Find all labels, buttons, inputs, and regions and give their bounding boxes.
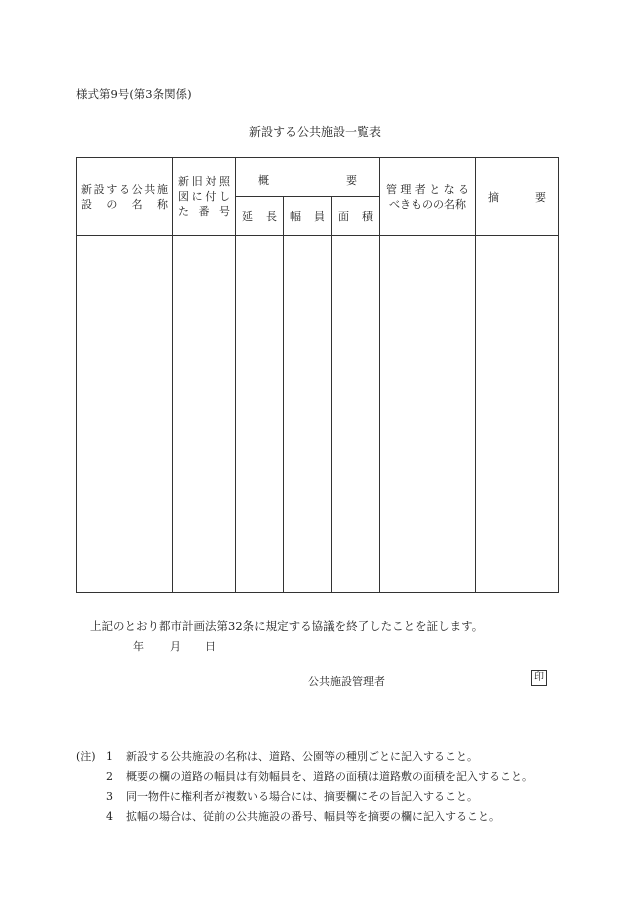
- table-cell: [332, 236, 380, 593]
- header-manager-name: [380, 158, 476, 236]
- note-item: [76, 786, 533, 806]
- header-char: 設: [93, 182, 105, 196]
- header-char: 要: [535, 190, 547, 204]
- table-cell: [476, 236, 559, 593]
- header-char: 対: [205, 175, 217, 188]
- header-char: 幅: [290, 210, 301, 223]
- note-number: 3: [106, 789, 113, 803]
- header-char: 要: [346, 174, 358, 187]
- header-area: [332, 197, 380, 236]
- document-title: 新設する公共施設一覧表: [248, 125, 381, 139]
- notes-head: (注): [76, 750, 96, 763]
- header-char: 新: [81, 182, 92, 196]
- header-char: 長: [266, 210, 277, 223]
- notes-section: [76, 746, 533, 826]
- seal-mark: 印: [531, 670, 547, 686]
- header-char: 付: [205, 190, 217, 203]
- header-char: な: [443, 182, 455, 196]
- header-char: 概: [258, 174, 269, 187]
- header-char: 公: [131, 182, 143, 196]
- header-map-number-line1: [176, 174, 232, 189]
- date-line: [133, 638, 216, 654]
- header-char: 共: [144, 182, 156, 196]
- date-month: 月: [170, 640, 181, 653]
- header-outline: [236, 158, 380, 197]
- table-cell: [236, 236, 284, 593]
- note-text: 同一物件に権利者が複数いる場合には、摘要欄にその旨記入すること。: [126, 790, 478, 803]
- date-year: 年: [133, 640, 144, 653]
- header-length: [236, 197, 284, 236]
- facility-manager-label: 公共施設管理者: [308, 675, 385, 688]
- header-char: 積: [362, 210, 374, 223]
- table-cell: [173, 236, 236, 593]
- header-char: す: [106, 182, 118, 196]
- header-char: 号: [219, 205, 230, 218]
- header-char: 照: [218, 175, 230, 188]
- header-char: し: [218, 190, 230, 203]
- header-char: の: [106, 197, 118, 211]
- header-char: に: [191, 190, 203, 203]
- header-width: [284, 197, 332, 236]
- note-item: [76, 806, 533, 826]
- note-text: 拡幅の場合は、従前の公共施設の番号、幅員等を摘要の欄に記入すること。: [126, 810, 500, 823]
- header-char: 新: [178, 175, 189, 188]
- header-map-number-line3: [176, 204, 232, 219]
- header-char: 面: [338, 210, 349, 223]
- form-number: 様式第9号(第3条関係): [76, 87, 192, 101]
- note-number: 1: [106, 749, 113, 763]
- note-number: 2: [106, 769, 113, 783]
- header-map-number-line2: [176, 189, 232, 204]
- header-char: 管: [386, 182, 398, 196]
- header-summary: [476, 158, 559, 236]
- header-char: 名: [131, 197, 143, 211]
- header-char: 摘: [488, 190, 500, 204]
- table-cell: [380, 236, 476, 593]
- header-facility-name-line1: [77, 182, 172, 197]
- header-manager-line2: べきものの名称: [389, 197, 467, 211]
- table-cell: [77, 236, 173, 593]
- note-text: 概要の欄の道路の幅員は有効幅員を、道路の面積は道路敷の面積を記入すること。: [126, 770, 533, 783]
- header-char: 図: [178, 190, 189, 203]
- facility-table: [76, 157, 559, 593]
- table-row-blank: [77, 236, 559, 593]
- note-number: 4: [106, 809, 113, 823]
- header-char: 者: [414, 182, 426, 196]
- header-manager-line1: [380, 182, 475, 197]
- note-item: [76, 766, 533, 786]
- header-char: 称: [156, 197, 168, 211]
- header-char: 旧: [191, 175, 203, 188]
- header-char: る: [118, 182, 130, 196]
- certification-statement: 上記のとおり都市計画法第32条に規定する協議を終了したことを証します。: [90, 619, 484, 633]
- note-text: 新設する公共施設の名称は、道路、公園等の種別ごとに記入すること。: [126, 750, 478, 763]
- header-map-number: [173, 158, 236, 236]
- header-char: 施: [156, 182, 168, 196]
- table-cell: [284, 236, 332, 593]
- header-facility-name: [77, 158, 173, 236]
- header-char: る: [457, 182, 469, 196]
- header-char: 延: [242, 210, 253, 223]
- header-char: と: [429, 182, 441, 196]
- date-day: 日: [205, 640, 216, 653]
- header-char: 員: [314, 210, 325, 223]
- header-facility-name-line2: [77, 197, 172, 212]
- header-char: 番: [198, 205, 210, 218]
- note-item: [76, 746, 533, 766]
- header-char: た: [178, 205, 189, 218]
- header-char: 設: [81, 197, 92, 211]
- header-char: 理: [400, 182, 412, 196]
